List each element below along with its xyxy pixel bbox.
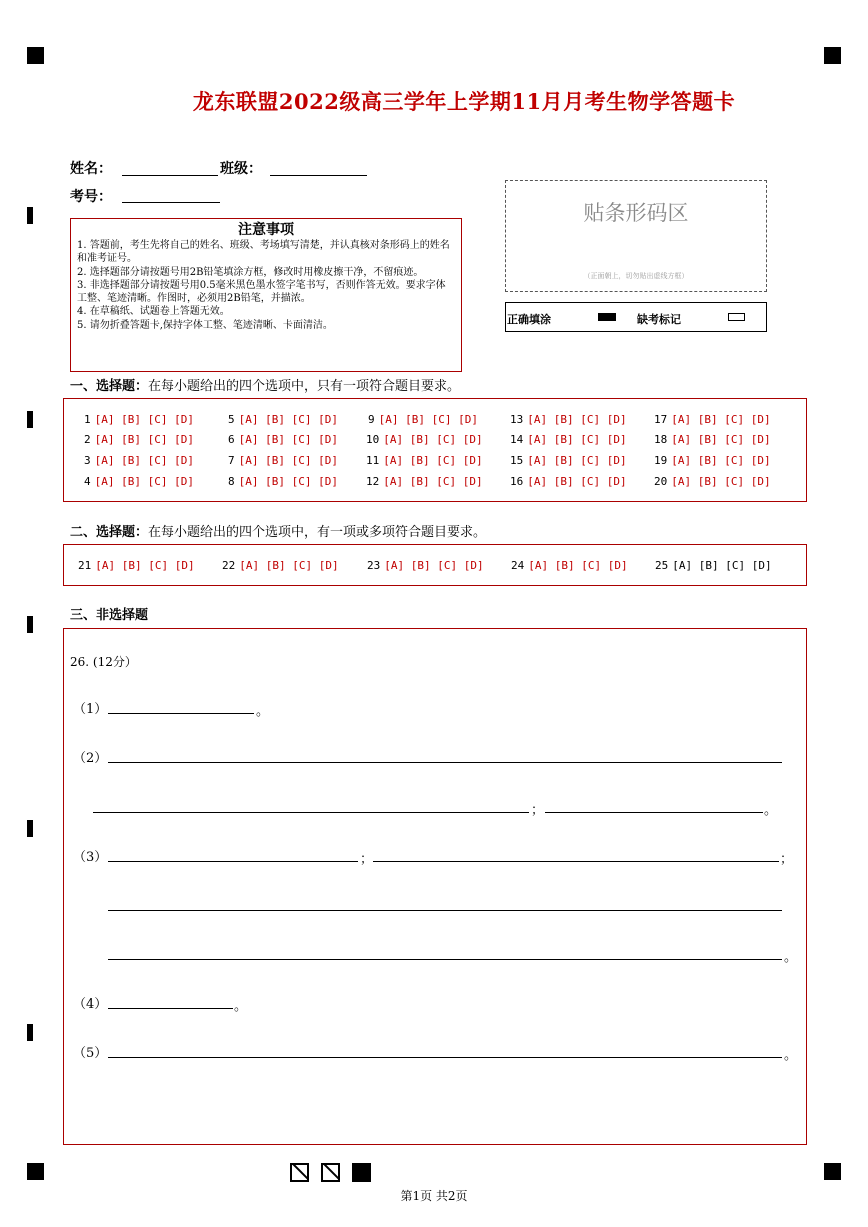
mc-options[interactable]: [A] [B] [C] [D] [671, 475, 771, 488]
correct-fill-sample [598, 313, 616, 321]
fill-legend [505, 302, 767, 332]
mc-question-number: 5 [228, 413, 235, 426]
q26-part2-answer-line1[interactable] [108, 762, 782, 763]
mc-options[interactable]: [A] [B] [C] [D] [238, 475, 338, 488]
mc-question[interactable] [655, 559, 772, 572]
section1-heading [70, 375, 460, 394]
mc-options[interactable]: [A] [B] [C] [D] [239, 559, 339, 572]
mc-question[interactable] [84, 413, 194, 426]
section1-title: 一、选择题： [70, 379, 149, 394]
side-marker [27, 1024, 33, 1041]
period-mark: 。 [784, 1048, 798, 1063]
mc-question-number: 7 [228, 454, 235, 467]
mc-question[interactable] [84, 433, 194, 446]
section3-heading [70, 604, 148, 623]
exam-no-label: 考号： [70, 189, 112, 205]
mc-options[interactable]: [A] [B] [C] [D] [384, 559, 484, 572]
q26-part3-answer-line2[interactable] [373, 861, 779, 862]
mc-question[interactable] [78, 559, 195, 572]
mc-question-number: 9 [368, 413, 375, 426]
class-label: 班级： [220, 161, 262, 177]
name-field[interactable] [122, 175, 218, 176]
q26-label: 26. (12分） [70, 655, 137, 669]
corner-marker [824, 1163, 841, 1180]
page-code-box-crossed [290, 1163, 309, 1182]
mc-question-number: 13 [510, 413, 524, 426]
correct-fill-label: 正确填涂 [507, 313, 551, 326]
corner-marker [824, 47, 841, 64]
mc-question[interactable] [228, 454, 338, 467]
q26-part3-answer-line4[interactable] [108, 959, 782, 960]
corner-marker [27, 47, 44, 64]
notice-heading: 注意事项 [238, 222, 294, 238]
section2-desc: 在每小题给出的四个选项中，有一项或多项符合题目要求。 [148, 525, 487, 540]
mc-options[interactable]: [A] [B] [C] [D] [527, 454, 627, 467]
mc-question[interactable] [510, 454, 627, 467]
mc-options[interactable]: [A] [B] [C] [D] [378, 413, 478, 426]
barcode-area [505, 180, 767, 292]
page-title: 龙东联盟2022级高三学年上学期11月月考生物学答题卡 [192, 89, 736, 114]
mc-options[interactable]: [A] [B] [C] [D] [95, 559, 195, 572]
side-marker [27, 207, 33, 224]
mc-question-number: 2 [84, 433, 91, 446]
mc-question[interactable] [510, 433, 627, 446]
q26-part5-answer[interactable] [108, 1057, 782, 1058]
page-code-box-filled [352, 1163, 371, 1182]
mc-question[interactable] [222, 559, 339, 572]
notice-line: 4. 在草稿纸、试题卷上答题无效。 [77, 306, 230, 318]
semicolon-mark: ； [780, 852, 794, 867]
name-label: 姓名： [70, 161, 112, 177]
exam-no-field[interactable] [122, 202, 220, 203]
mc-question[interactable] [366, 475, 483, 488]
mc-options[interactable]: [A] [B] [C] [D] [94, 413, 194, 426]
mc-question-number: 15 [510, 454, 524, 467]
mc-question[interactable] [228, 475, 338, 488]
mc-question-number: 6 [228, 433, 235, 446]
mc-question-number: 25 [655, 559, 669, 572]
mc-question[interactable] [84, 454, 194, 467]
mc-question[interactable] [511, 559, 628, 572]
q26-part3-answer-line3[interactable] [108, 910, 782, 911]
mc-options[interactable]: [A] [B] [C] [D] [527, 433, 627, 446]
mc-question[interactable] [654, 454, 771, 467]
mc-question-number: 24 [511, 559, 525, 572]
barcode-hint: （正面朝上，切勿贴出虚线方框） [583, 272, 689, 280]
mc-question-number: 19 [654, 454, 668, 467]
mc-question[interactable] [510, 475, 627, 488]
mc-options[interactable]: [A] [B] [C] [D] [671, 413, 771, 426]
section3-answer-box [63, 628, 807, 1145]
mc-options[interactable]: [A] [B] [C] [D] [672, 559, 772, 572]
mc-question-number: 1 [84, 413, 91, 426]
mc-options[interactable]: [A] [B] [C] [D] [238, 433, 338, 446]
corner-marker [27, 1163, 44, 1180]
mc-question[interactable] [228, 433, 338, 446]
mc-question[interactable] [366, 433, 483, 446]
mc-options[interactable]: [A] [B] [C] [D] [94, 454, 194, 467]
q26-part3-answer-line1[interactable] [108, 861, 358, 862]
notice-line: 2. 选择题部分请按题号用2B铅笔填涂方框，修改时用橡皮擦干净，不留痕迹。 [77, 266, 424, 278]
mc-question-number: 8 [228, 475, 235, 488]
mc-options[interactable]: [A] [B] [C] [D] [383, 454, 483, 467]
side-marker [27, 820, 33, 837]
mc-options[interactable]: [A] [B] [C] [D] [527, 475, 627, 488]
mc-question-number: 17 [654, 413, 668, 426]
mc-question-number: 18 [654, 433, 668, 446]
mc-question-number: 3 [84, 454, 91, 467]
mc-question-number: 16 [510, 475, 524, 488]
absent-mark-label: 缺考标记 [637, 313, 681, 326]
mc-question[interactable] [654, 433, 771, 446]
mc-question-number: 14 [510, 433, 524, 446]
notice-box [70, 218, 462, 372]
mc-question-number: 11 [366, 454, 380, 467]
mc-options[interactable]: [A] [B] [C] [D] [94, 433, 194, 446]
mc-question[interactable] [510, 413, 627, 426]
mc-question-number: 23 [367, 559, 381, 572]
q26-part5-label: （5） [73, 1046, 108, 1061]
q26-part2-answer-line2[interactable] [93, 812, 529, 813]
semicolon-mark: ； [531, 803, 545, 818]
mc-question[interactable] [367, 559, 484, 572]
absent-mark-checkbox[interactable] [728, 313, 745, 321]
period-mark: 。 [256, 704, 270, 719]
notice-line: 5. 请勿折叠答题卡,保持字体工整、笔迹清晰、卡面清洁。 [77, 319, 333, 331]
notice-line: 1. 答题前，考生先将自己的姓名、班级、考场填写清楚，并认真核对条形码上的姓名和准考证号。 [77, 240, 450, 265]
mc-options[interactable]: [A] [B] [C] [D] [527, 413, 627, 426]
section3-title: 三、非选择题 [70, 608, 149, 623]
q26-part1-answer[interactable] [108, 713, 254, 714]
mc-question[interactable] [84, 475, 194, 488]
side-marker [27, 411, 33, 428]
mc-options[interactable]: [A] [B] [C] [D] [671, 433, 771, 446]
mc-question[interactable] [654, 475, 771, 488]
mc-question[interactable] [654, 413, 771, 426]
mc-question-number: 10 [366, 433, 380, 446]
side-marker [27, 616, 33, 633]
notice-line: 3. 非选择题部分请按题号用0.5毫米黑色墨水签字笔书写，否则作答无效。要求字体工整、笔迹清晰。作图时，必须用2B铅笔，并描浓。 [77, 279, 446, 305]
barcode-title: 贴条形码区 [583, 201, 689, 225]
mc-question[interactable] [228, 413, 338, 426]
mc-question-number: 22 [222, 559, 236, 572]
q26-part1-label: （1） [73, 702, 108, 717]
mc-options[interactable]: [A] [B] [C] [D] [383, 433, 483, 446]
mc-question-number: 4 [84, 475, 91, 488]
semicolon-mark: ； [360, 852, 374, 867]
mc-options[interactable]: [A] [B] [C] [D] [383, 475, 483, 488]
period-mark: 。 [784, 950, 798, 965]
period-mark: 。 [234, 999, 248, 1014]
q26-part2-label: （2） [73, 751, 108, 766]
mc-question[interactable] [366, 454, 483, 467]
mc-question-number: 12 [366, 475, 380, 488]
section2-heading [70, 521, 486, 540]
page-code-box-crossed [321, 1163, 340, 1182]
q26-part3-label: （3） [73, 850, 108, 865]
q26-part4-label: （4） [73, 997, 108, 1012]
section1-desc: 在每小题给出的四个选项中，只有一项符合题目要求。 [148, 379, 461, 394]
period-mark: 。 [764, 803, 778, 818]
mc-options[interactable]: [A] [B] [C] [D] [238, 413, 338, 426]
section2-title: 二、选择题： [70, 525, 149, 540]
mc-options[interactable]: [A] [B] [C] [D] [671, 454, 771, 467]
q26-part2-answer-line3[interactable] [545, 812, 763, 813]
mc-question-number: 21 [78, 559, 92, 572]
q26-part4-answer[interactable] [108, 1008, 233, 1009]
mc-options[interactable]: [A] [B] [C] [D] [94, 475, 194, 488]
mc-question-number: 20 [654, 475, 668, 488]
mc-options[interactable]: [A] [B] [C] [D] [238, 454, 338, 467]
mc-options[interactable]: [A] [B] [C] [D] [528, 559, 628, 572]
class-field[interactable] [270, 175, 367, 176]
mc-question[interactable] [368, 413, 478, 426]
page-number: 第1页 共2页 [400, 1189, 468, 1203]
